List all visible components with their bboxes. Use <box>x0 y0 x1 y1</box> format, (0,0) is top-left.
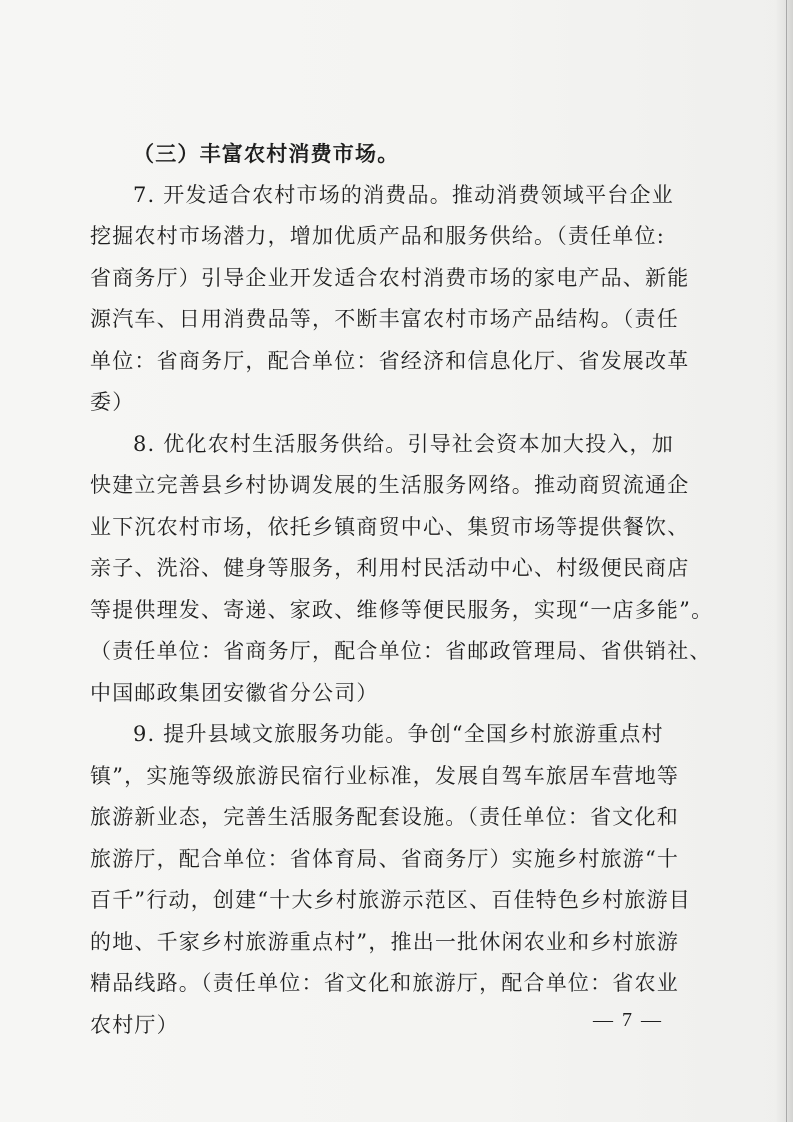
text-line: 的地、千家乡村旅游重点村”，推出一批休闲农业和乡村旅游 <box>90 929 680 954</box>
text-line: 8. 优化农村生活服务供给。引导社会资本加大投入，加 <box>133 431 674 456</box>
text-line: 农村厅） <box>90 1012 179 1037</box>
text-line: 亲子、洗浴、健身等服务，利用村民活动中心、村级便民商店 <box>90 556 690 580</box>
section-heading: （三）丰富农村消费市场。 <box>133 141 400 166</box>
scan-edge-line <box>786 0 787 1122</box>
document-body <box>90 133 714 1046</box>
text-line: 镇”，实施等级旅游民宿行业标准，发展自驾车旅居车营地等 <box>90 763 680 788</box>
text-line: 旅游新业态，完善生活服务配套设施。（责任单位：省文化和 <box>90 805 679 829</box>
text-line: 快建立完善县乡村协调发展的生活服务网络。推动商贸流通企 <box>90 473 690 497</box>
scan-edge-shadow <box>775 0 793 1122</box>
text-line: 精品线路。（责任单位：省文化和旅游厅，配合单位：省农业 <box>90 971 679 995</box>
text-line: 单位：省商务厅，配合单位：省经济和信息化厅、省发展改革 <box>90 348 690 373</box>
paragraph-8 <box>90 424 714 715</box>
text-line: 百千”行动，创建“十大乡村旅游示范区、百佳特色乡村旅游目 <box>90 888 692 912</box>
text-line: 源汽车、日用消费品等，不断丰富农村市场产品结构。（责任 <box>90 307 679 331</box>
text-line: 中国邮政集团安徽省分公司） <box>90 680 379 705</box>
text-line: 7. 开发适合农村市场的消费品。推动消费领域平台企业 <box>133 182 674 207</box>
paragraph-7 <box>90 175 692 424</box>
paragraph-9 <box>90 714 692 1046</box>
text-line: 业下沉农村市场，依托乡镇商贸中心、集贸市场等提供餐饮、 <box>90 514 690 539</box>
text-line: 等提供理发、寄递、家政、维修等便民服务，实现“一店多能”。 <box>90 597 714 622</box>
text-line: 挖掘农村市场潜力，增加优质产品和服务供给。（责任单位: <box>90 224 665 248</box>
text-line: 9. 提升县域文旅服务功能。争创“全国乡村旅游重点村 <box>133 722 664 746</box>
text-line: 委） <box>90 390 135 414</box>
text-line: 省商务厅）引导企业开发适合农村消费市场的家电产品、新能 <box>90 265 690 290</box>
text-line: 旅游厅，配合单位：省体育局、省商务厅）实施乡村旅游“十 <box>90 846 680 871</box>
text-line: （责任单位：省商务厅，配合单位：省邮政管理局、省供销社、 <box>90 639 712 663</box>
page-number: — 7 — <box>593 1009 663 1031</box>
